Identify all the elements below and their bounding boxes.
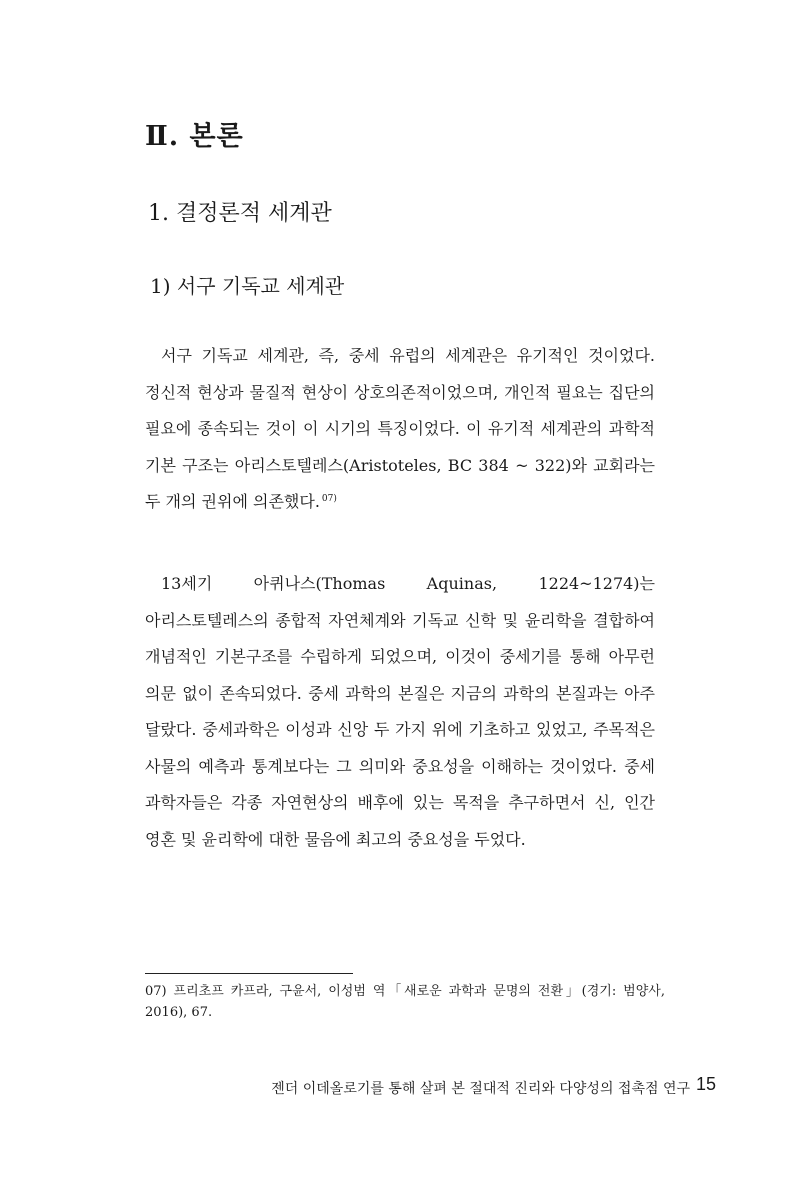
footnote-divider — [145, 973, 353, 974]
body-paragraph-1 — [145, 338, 655, 521]
footnote-text: 07) 프리초프 카프라, 구윤서, 이성범 역「새로운 과학과 문명의 전환」(경기: 범양사, 2016), 67. — [145, 984, 665, 1020]
section-heading: Ⅱ. 본론 — [145, 121, 244, 152]
subsubsection-heading: 1) 서구 기독교 세계관 — [150, 274, 345, 298]
page-number: 15 — [696, 1074, 717, 1094]
subsection-heading: 1. 결정론적 세계관 — [148, 201, 332, 226]
paragraph-1-text: 서구 기독교 세계관, 즉, 중세 유럽의 세계관은 유기적인 것이었다. 정신적 현상과 물질적 현상이 상호의존적이었으며, 개인적 필요는 집단의 필요에 종속되는 것이 이 시기의 특징이었다. 이 유기적 세계관의 과학적 기본 구조는 아리스토텔레스(Aristoteles, BC 384 ~ 322)와 교회라는 두 개의 권위에 의존했다. — [145, 346, 655, 511]
footnote-reference[interactable]: 07) — [321, 493, 337, 504]
running-head: 젠더 이데올로기를 통해 살펴 본 절대적 진리와 다양성의 접촉점 연구 — [271, 1081, 690, 1097]
body-paragraph-2: 13세기 아퀴나스(Thomas Aquinas, 1224~1274)는 아리스토텔레스의 종합적 자연체계와 기독교 신학 및 윤리학을 결합하여 개념적인 기본구조를 수립하게 되었으며, 이것이 중세기를 통해 아무런 의문 없이 존속되었다. 중세 과학의 본질은 지금의 과학의 본질과는 아주 달랐다. 중세과학은 이성과 신앙 두 가지 위에 기초하고 있었고, 주목적은 사물의 예측과 통계보다는 그 의미와 중요성을 이해하는 것이었다. 중세 과학자들은 각종 자연현상의 배후에 있는 목적을 추구하면서 신, 인간 영혼 및 윤리학에 대한 물음에 최고의 중요성을 두었다. — [145, 574, 655, 849]
